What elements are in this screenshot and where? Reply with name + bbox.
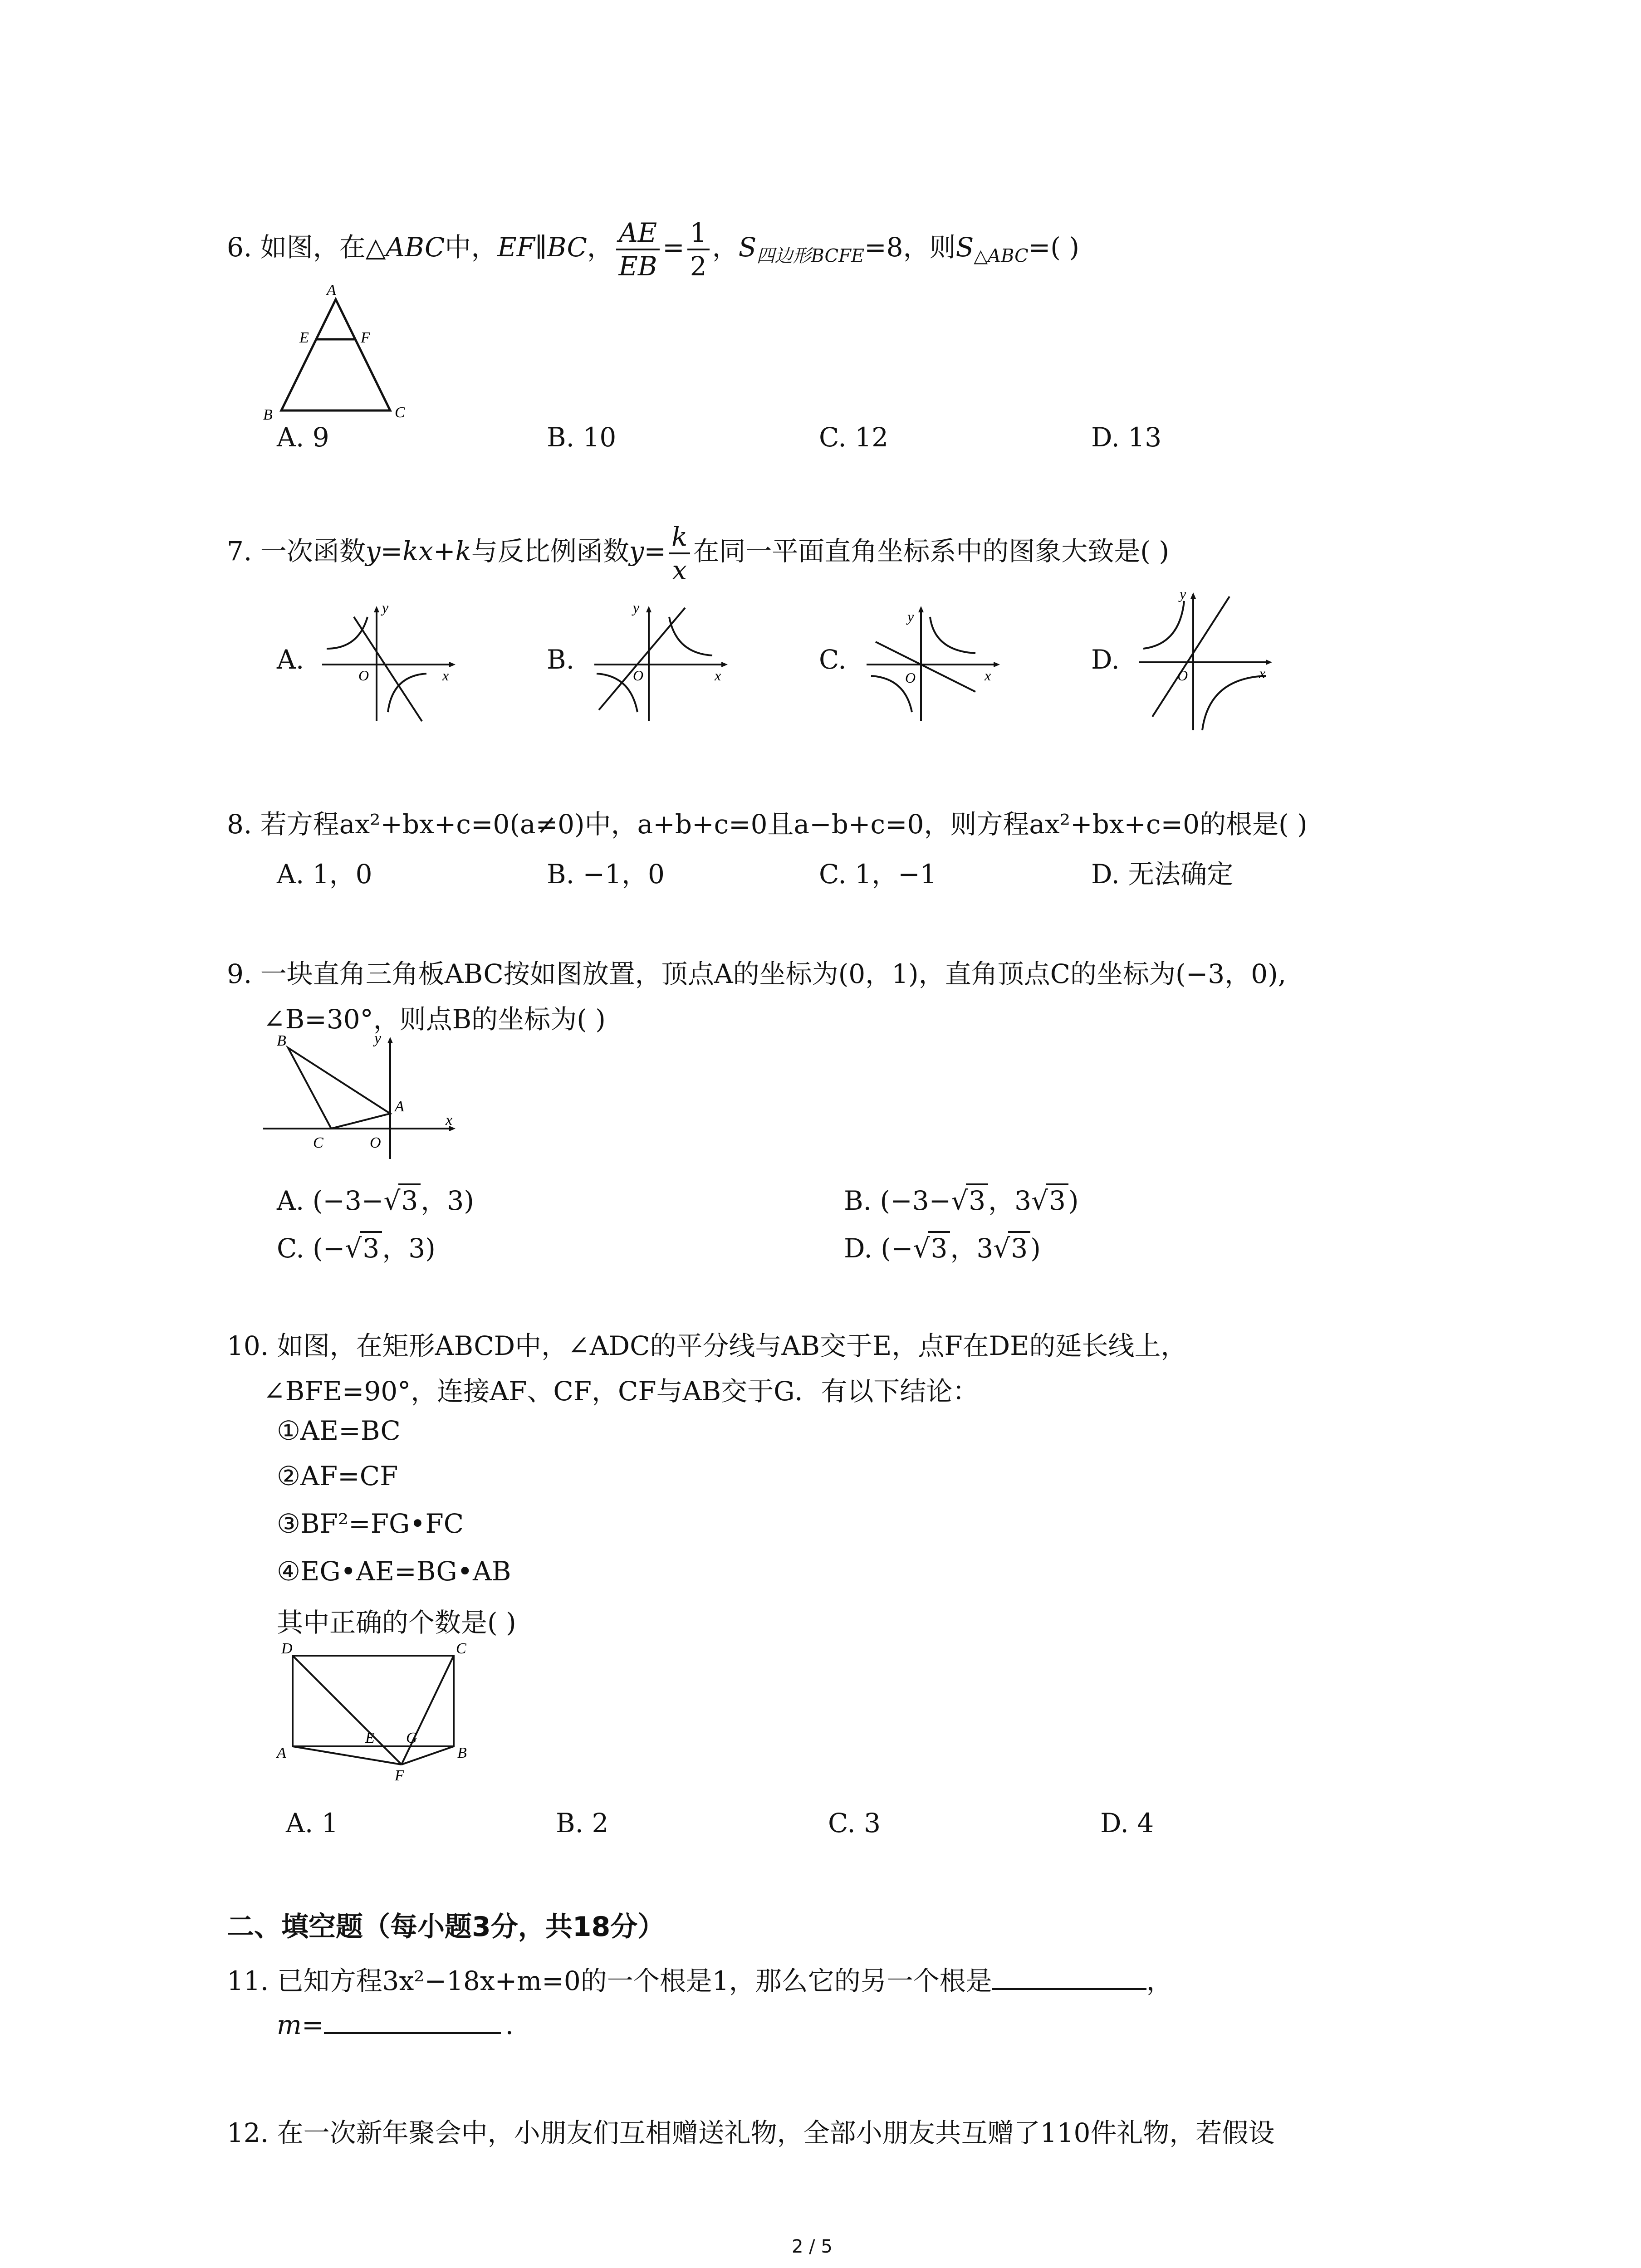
q10-line2: ∠BFE=90°，连接AF、CF，CF与AB交于G．有以下结论： [263,1376,979,1407]
q9-triangle-abc [288,1048,390,1129]
q6-stem [227,213,1079,281]
q7-fraction-k-x [669,521,690,586]
q6-abc: ABC [386,232,445,263]
q6-label-a: A [327,282,336,298]
q7-option-c[interactable]: C. [819,644,847,675]
q6-tail: =( ) [1028,232,1079,263]
q10-ask: 其中正确的个数是( ) [277,1607,516,1638]
q9-label-a: A [395,1098,404,1115]
q11-line2 [277,2009,514,2040]
q9-c-post: ，3) [382,1233,436,1264]
q9-label-c: C [313,1134,323,1151]
q6-text2: 中， [445,232,498,263]
q9-c-pre: C. (− [277,1233,345,1264]
q10-conclusion-1: ①AE=BC [277,1415,401,1446]
q9-c-rad: 3 [360,1231,382,1264]
q6-triangle-figure [263,282,417,423]
page-number: 2 / 5 [792,2236,833,2257]
q7-frac-x: x [672,554,687,586]
q10-rectangle-figure [272,1642,481,1787]
q6-half-num: 1 [687,217,710,250]
section-title-fill-in: 二、填空题（每小题3分，共18分） [227,1911,665,1943]
q9-label-b: B [277,1032,286,1049]
q9-option-c[interactable]: C. (−√3 ，3) [277,1227,436,1265]
q11-line1 [227,1960,1173,1998]
q7-b-label-y: y [633,599,640,616]
q7-c-label-x: x [985,667,991,684]
q8-option-d[interactable]: D. 无法确定 [1091,859,1234,890]
q9-option-b[interactable]: B. (−3−√3 ，3√3 ) [844,1179,1079,1217]
q7-stem [227,517,1169,585]
q6-frac-num: AE [616,217,660,250]
q9-b-post: ) [1068,1185,1079,1216]
q7-b-label-x: x [715,667,721,684]
q9-b-rad: 3 [966,1183,988,1216]
q6-label-e: E [299,329,309,346]
q6-triangle-abc [281,299,390,411]
q7-option-b[interactable]: B. [547,644,575,675]
q7-frac-k: k [669,521,690,554]
q10-label-d: D [281,1640,293,1657]
q9-label-y: y [374,1030,382,1047]
q6-half-den: 2 [690,250,707,282]
q10-conclusion-3: ③BF²=FG•FC [277,1508,464,1539]
q10-label-b: B [457,1745,467,1761]
q6-fraction-ae-eb [616,217,660,282]
q9-a-rad: 3 [398,1183,421,1216]
q7-inverse-eq: y= [629,536,666,567]
q10-option-d[interactable]: D. 4 [1100,1808,1154,1838]
q10-conclusion-4: ④EG•AE=BG•AB [277,1556,511,1587]
q7-a-label-x: x [442,667,449,684]
q7-c-label-y: y [907,608,914,625]
q9-line2: ∠B=30°，则点B的坐标为( ) [263,1004,606,1035]
q6-comma2: ， [712,232,739,263]
q9-d-mid: ，3 [950,1233,994,1264]
q6-s-tri-sub: △ABC [974,245,1029,267]
q11-m-label: m= [277,2009,324,2040]
q7-c-label-o: O [905,670,916,686]
q9-d-post: ) [1030,1233,1041,1264]
q6-option-c[interactable]: C. 12 [819,422,888,453]
q10-option-b[interactable]: B. 2 [556,1808,609,1838]
q7-graph-a [318,599,463,726]
q6-bc: BC [547,232,587,263]
q6-option-b[interactable]: B. 10 [547,422,617,453]
q9-label-o: O [370,1134,381,1151]
q9-a-pre: A. (−3− [277,1185,384,1216]
q11-period: . [505,2009,514,2040]
q10-label-f: F [395,1767,404,1784]
q10-label-g: G [406,1730,417,1746]
q7-a-label-o: O [358,667,369,684]
q8-stem: 8. 若方程ax²+bx+c=0(a≠0)中，a+b+c=0且a−b+c=0，则方程ax²+bx+c=0的根是( ) [227,809,1308,840]
q6-label-c: C [395,404,405,421]
q7-a-label-y: y [382,599,389,616]
q8-option-b[interactable]: B. −1，0 [547,859,665,890]
q11-comma: ， [1146,1965,1173,1996]
q6-s-quad-val: =8，则 [864,232,956,263]
q7-d-label-y: y [1180,586,1186,602]
q6-parallel: ∥ [534,232,547,263]
q7-text-c: 在同一平面直角坐标系中的图象大致是( ) [693,536,1169,567]
q10-line1: 10. 如图，在矩形ABCD中，∠ADC的平分线与AB交于E，点F在DE的延长线上， [227,1330,1187,1361]
q7-option-d[interactable]: D. [1091,644,1120,675]
q7-graph-d [1134,585,1279,735]
q9-a-post: ，3) [421,1185,474,1216]
q6-fraction-half [687,217,710,282]
q9-d-rad2: 3 [1008,1231,1030,1264]
q6-s-quad-sub: 四边形BCFE [756,245,865,267]
q7-option-a[interactable]: A. [277,644,304,675]
q6-ef: EF [497,232,535,263]
q7-text-a: 7. 一次函数 [227,536,366,567]
q11-text: 11. 已知方程3x²−18x+m=0的一个根是1，那么它的另一个根是 [227,1965,992,1996]
q9-d-pre: D. (− [844,1233,913,1264]
q7-b-label-o: O [633,667,644,684]
q9-label-x: x [446,1112,453,1129]
q10-option-c[interactable]: C. 3 [828,1808,881,1838]
q9-line1: 9. 一块直角三角板ABC按如图放置，顶点A的坐标为(0，1)，直角顶点C的坐标为(−3，0), [227,958,1287,989]
q9-d-rad: 3 [928,1231,950,1264]
q6-option-a[interactable]: A. 9 [277,422,329,453]
q8-option-c[interactable]: C. 1，−1 [819,859,937,890]
q9-b-mid: ，3 [988,1185,1032,1216]
q8-option-a[interactable]: A. 1，0 [277,859,372,890]
q6-label-b: B [263,406,273,423]
q6-text: 6. 如图，在△ [227,232,386,263]
q11-answer-blank-2[interactable] [324,2009,501,2034]
q10-label-a: A [277,1745,286,1761]
q9-b-rad2: 3 [1046,1183,1068,1216]
q9-figure [259,1030,472,1161]
q6-label-f: F [361,329,370,346]
q10-label-c: C [456,1640,466,1657]
q7-d-label-x: x [1259,665,1266,681]
q7-text-b: 与反比例函数 [471,536,629,567]
q9-option-a[interactable]: A. (−3−√3 ，3) [277,1179,474,1217]
q7-graph-b [590,599,735,726]
q10-conclusion-2: ②AF=CF [277,1461,398,1491]
q6-comma: ， [587,232,613,263]
q6-s-quad: S [738,232,757,263]
q10-label-e: E [365,1730,375,1746]
q9-option-d[interactable]: D. (−√3 ，3√3 ) [844,1227,1041,1265]
q9-b-pre: B. (−3− [844,1185,951,1216]
q10-option-a[interactable]: A. 1 [286,1808,338,1838]
q7-linear-eq: y=kx+k [365,536,471,567]
q6-frac-den: EB [618,250,657,282]
q6-option-d[interactable]: D. 13 [1091,422,1162,453]
q7-graph-c [862,599,1007,726]
q12-line1: 12. 在一次新年聚会中，小朋友们互相赠送礼物，全部小朋友共互赠了110件礼物，若假设 [227,2117,1275,2148]
q11-answer-blank-1[interactable] [992,1965,1146,1990]
q6-s-tri: S [955,232,974,263]
q7-d-label-o: O [1177,667,1188,684]
q6-eq: = [662,232,685,263]
